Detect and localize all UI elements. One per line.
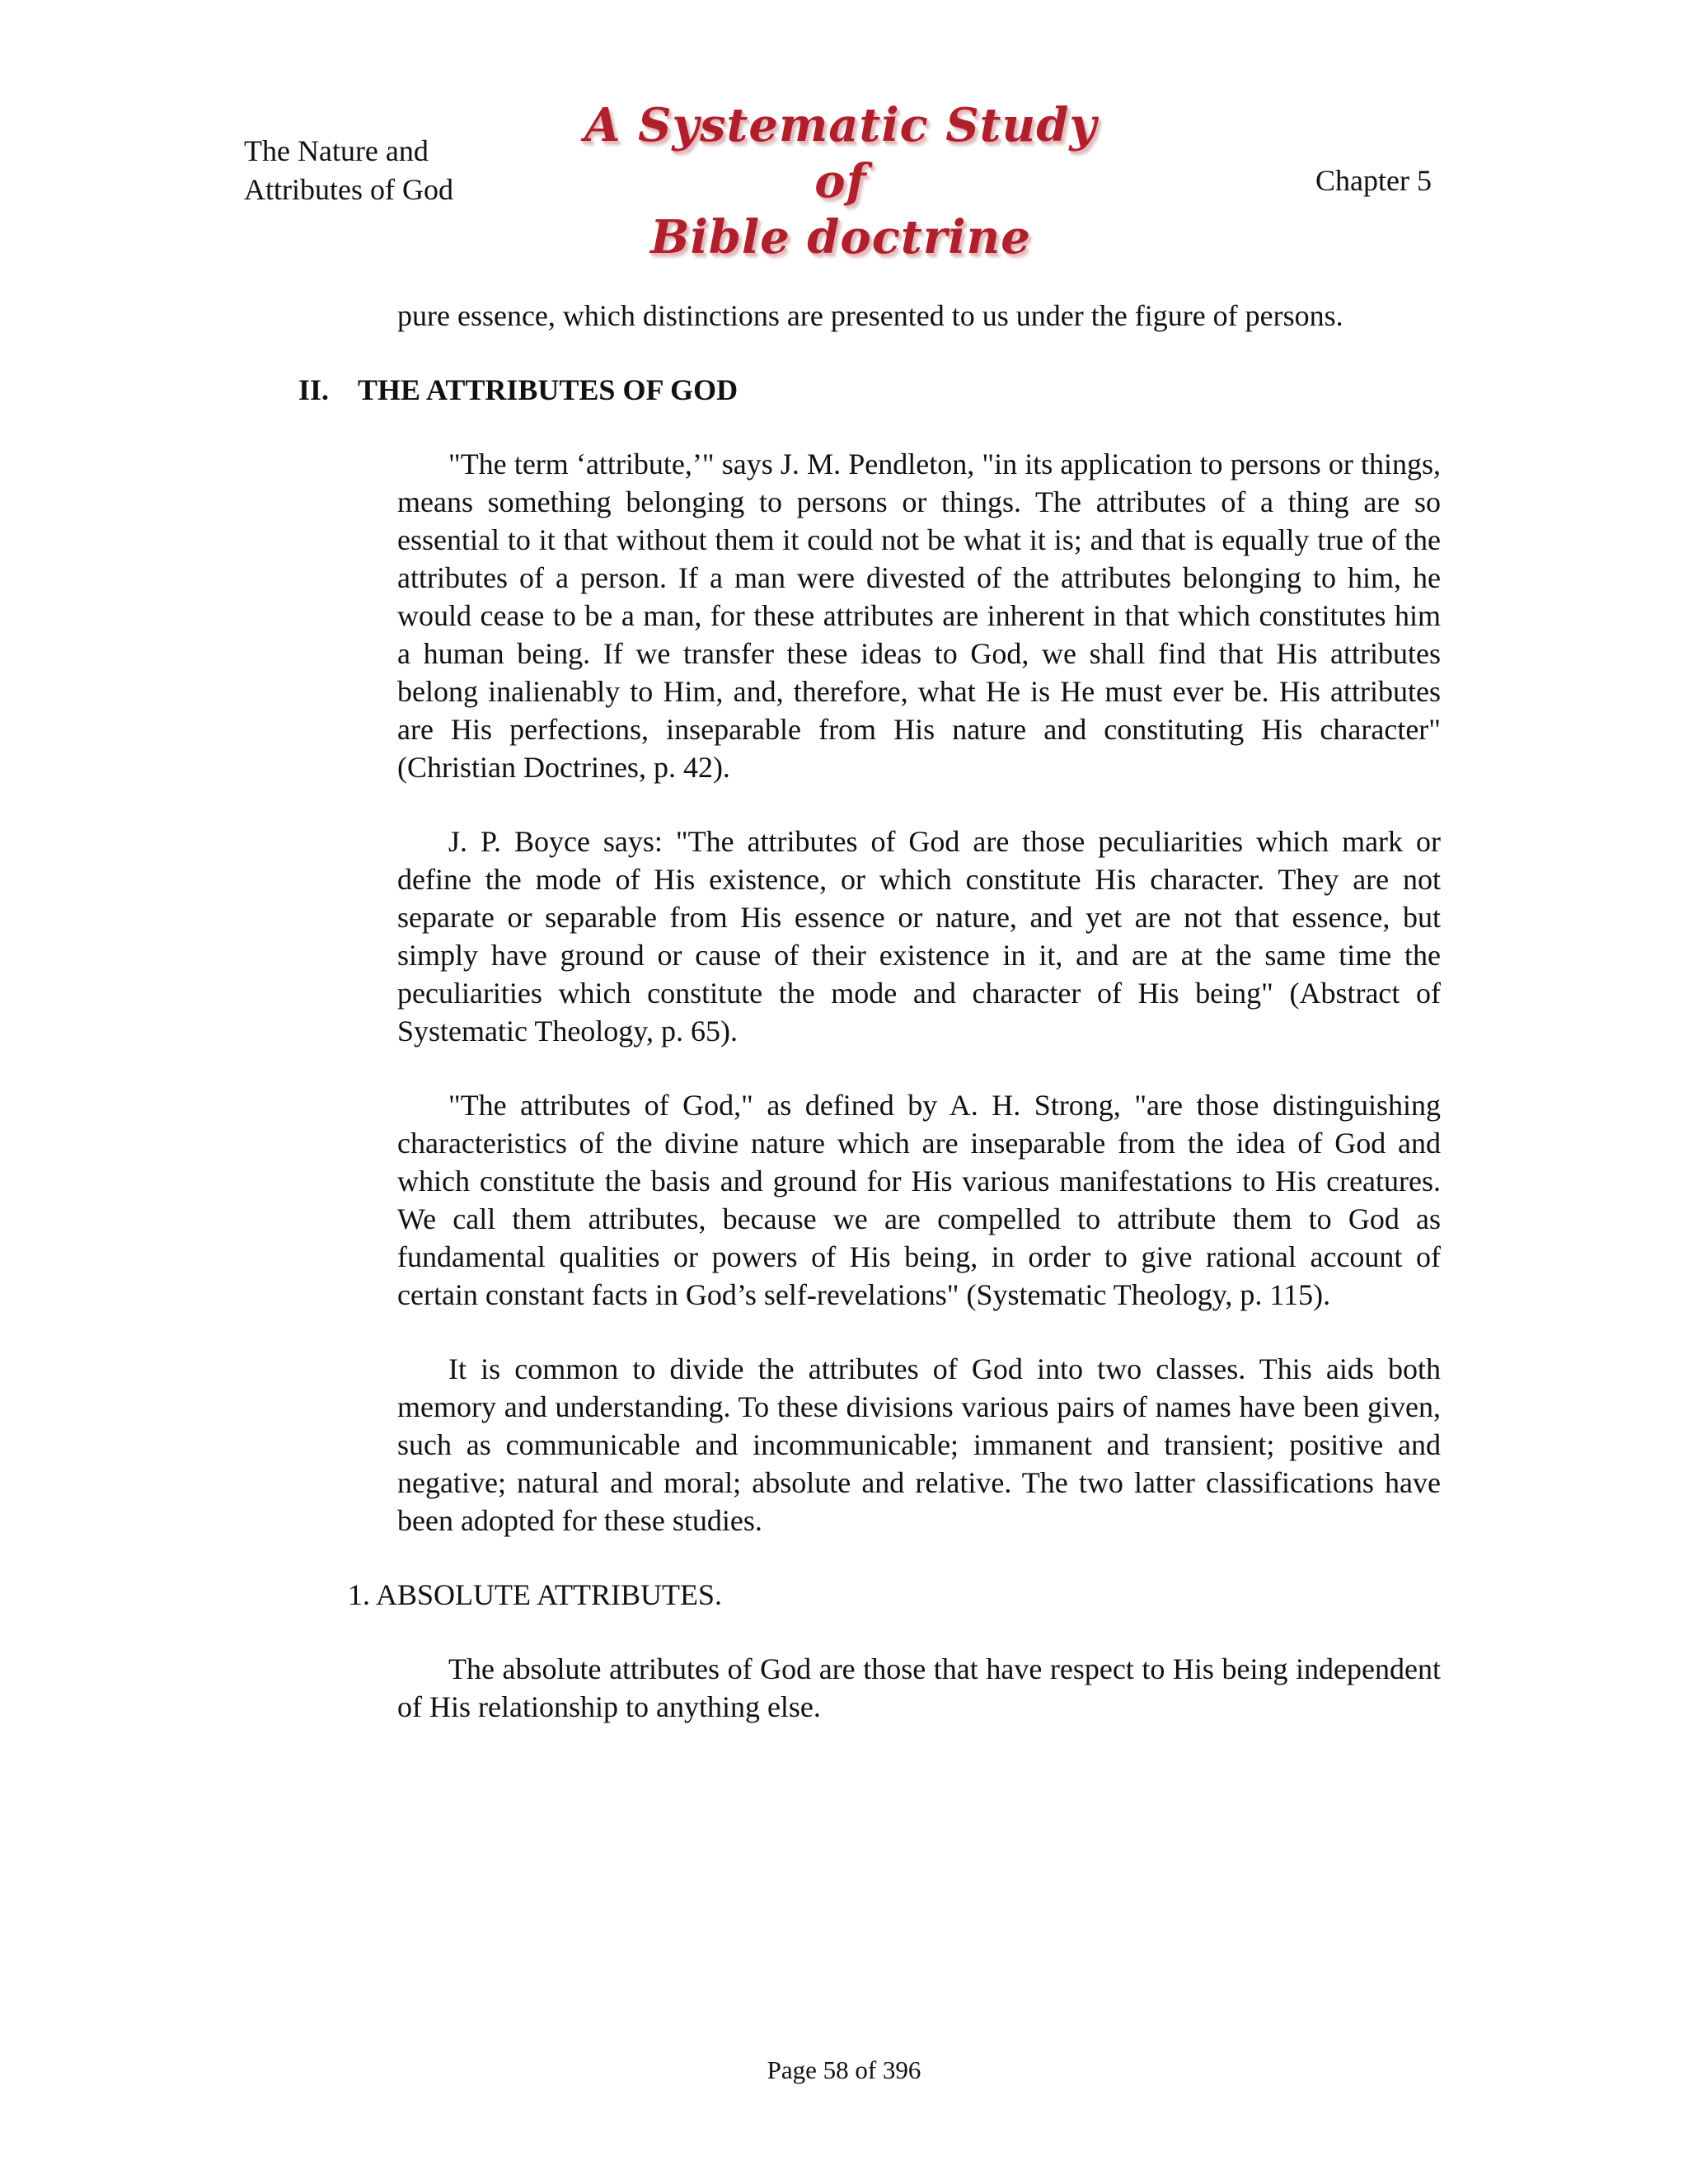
paragraph-strong: "The attributes of God," as defined by A. H. Strong, "are those distinguishing characteristics of the divine nature which are inseparable from the idea of God and which constitute the basis and ground for His various manifestations to His creatures. We call them attributes, because we are compelled to attribute them to God as fundamental qualities or powers of His being, in order to give rational account of certain constant facts in God’s self-revelations" (Systematic Theology, p. 115). <box>397 1089 1441 1311</box>
section-title: THE ATTRIBUTES OF GOD <box>358 373 738 406</box>
running-header-left <box>244 132 453 209</box>
continuation-paragraph: pure essence, which distinctions are presented to us under the figure of persons. <box>397 299 1343 332</box>
paragraph-boyce: J. P. Boyce says: "The attributes of God are those peculiarities which mark or define the mode of His existence, or which constitute His character. They are not separate or separable from His essence or nature, and yet are not that essence, but simply have ground or cause of their existence in it, and are at the same time the peculiarities which constitute the mode and character of His being" (Abstract of Systematic Theology, p. 65). <box>397 825 1441 1047</box>
header-left-line-1: The Nature and <box>244 134 429 167</box>
page-content <box>298 297 1441 1762</box>
logo-line-2: Bible doctrine <box>650 210 1031 265</box>
subheading-absolute-attributes: 1. ABSOLUTE ATTRIBUTES. <box>348 1578 723 1611</box>
logo-line-1: A Systematic Study of <box>584 98 1097 209</box>
paragraph-absolute-attributes: The absolute attributes of God are those that have respect to His being independent of His relationship to anything else. <box>397 1652 1441 1723</box>
paragraph-pendleton: "The term ‘attribute,’" says J. M. Pendleton, "in its application to persons or things, means something belonging to persons or things. The attributes of a thing are so essential to it that without them it could not be what it is; and that is equally true of the attributes of a person. If a man were divested of the attributes belonging to him, he would cease to be a man, for these attributes are inherent in that which constitutes him a human being. If we transfer these ideas to God, we shall find that His attributes belong inalienably to Him, and, therefore, what He is He must ever be. His attributes are His perfections, inseparable from His nature and constituting His character" (Christian Doctrines, p. 42). <box>397 448 1441 784</box>
section-number: II. <box>298 373 330 406</box>
book-title-logo <box>560 97 1121 265</box>
paragraph-classes: It is common to divide the attributes of God into two classes. This aids both memory and understanding. To these divisions various pairs of names have been given, such as communicable and incommunicable; immanent and transient; positive and negative; natural and moral; absolute and relative. The two latter classifications have been adopted for these studies. <box>397 1352 1441 1537</box>
chapter-label: Chapter 5 <box>1315 164 1432 197</box>
page-number: Page 58 of 396 <box>767 2055 921 2084</box>
header-left-line-2: Attributes of God <box>244 173 453 206</box>
section-heading <box>298 371 1441 409</box>
